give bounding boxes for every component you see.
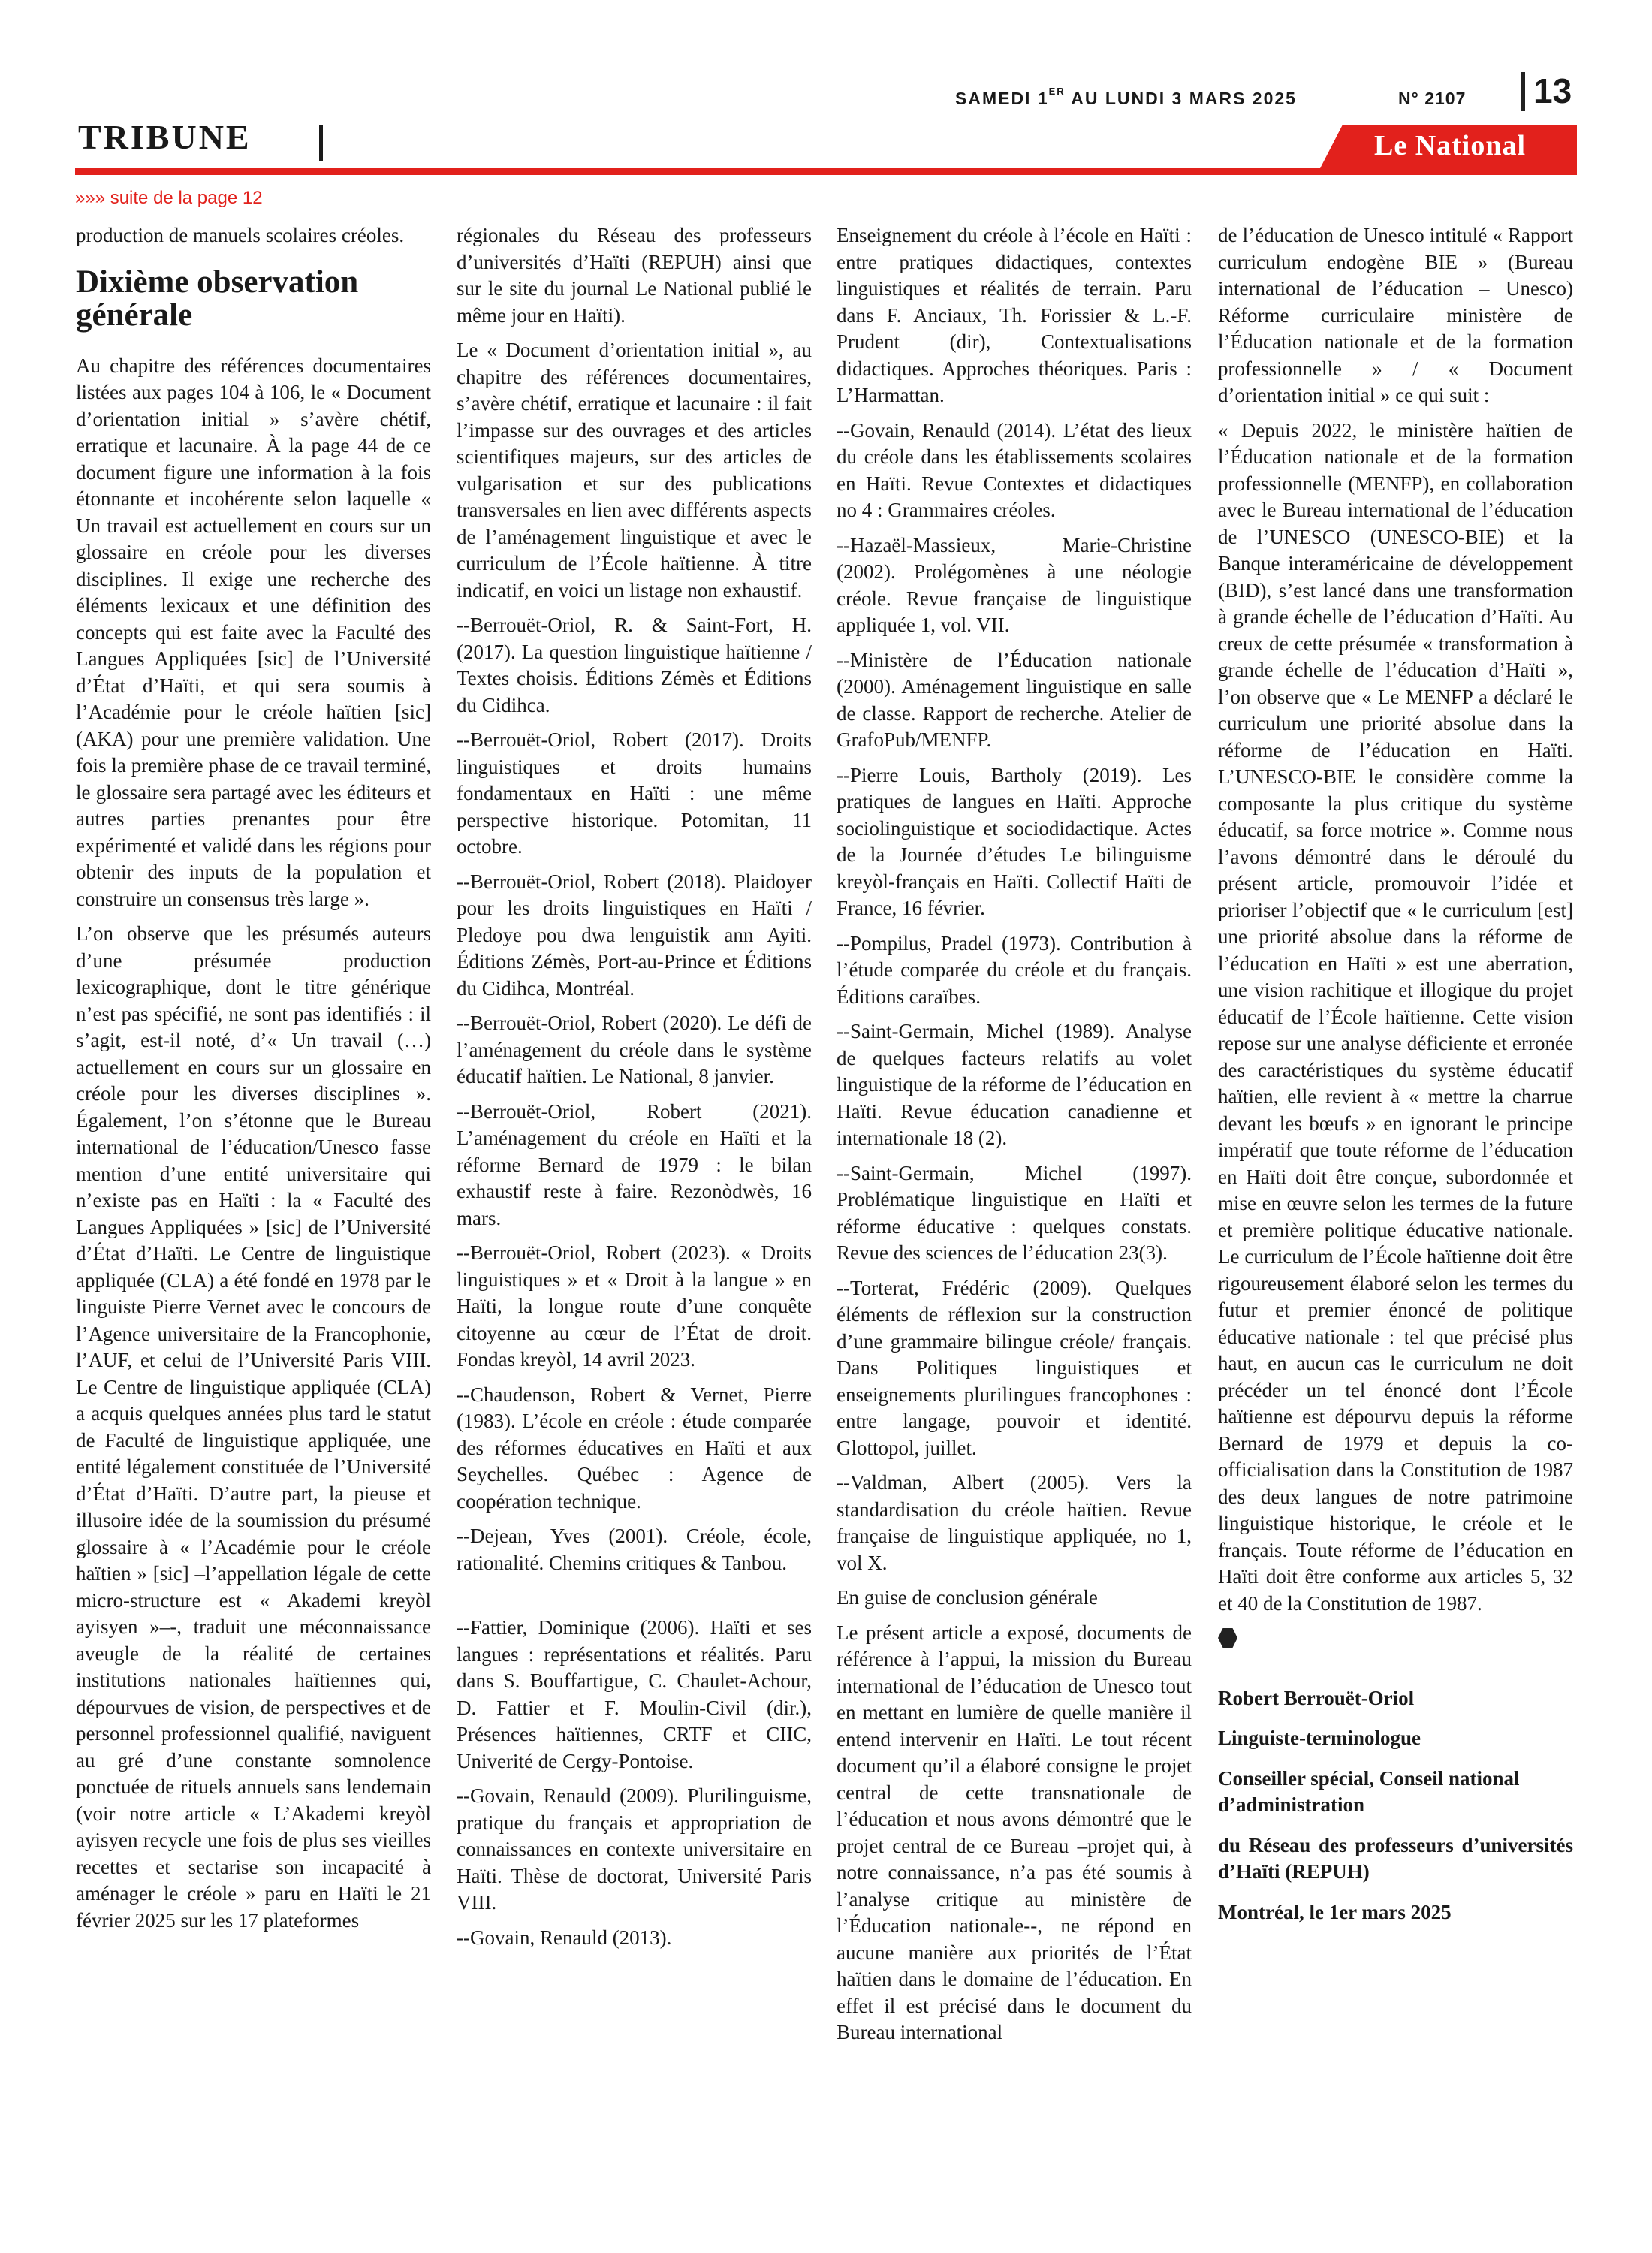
conclusion-subheading: En guise de conclusion générale bbox=[837, 1586, 1098, 1609]
article-column-1 bbox=[76, 222, 431, 1942]
reference-item: --Govain, Renauld (2014). L’état des lieux du créole dans les établissements scolaires en Haïti. Revue Contextes et didactiques no 4 : Grammaires créoles. bbox=[837, 418, 1192, 521]
reference-item: --Saint-Germain, Michel (1997). Problématique linguistique en Haïti et réforme éducative : quelques constats. Revue des sciences de l’éducation 23(3). bbox=[837, 1161, 1192, 1264]
issue-number: N° 2107 bbox=[1398, 89, 1467, 108]
reference-item: --Govain, Renauld (2009). Plurilinguisme, pratique du français et appropriation de connaissances en contexte universitaire en Haïti. Thèse de doctorat, Université Paris VIII. bbox=[457, 1784, 812, 1914]
reference-item: --Torterat, Frédéric (2009). Quelques éléments de réflexion sur la construction d’une grammaire bilingue créole/ français. Dans Politiques linguistiques et enseignements plurilingues francophones : entre langage, pouvoir et identité. Glottopol, juillet. bbox=[837, 1276, 1192, 1459]
article-column-2 bbox=[457, 222, 812, 1959]
section-label: TRIBUNE bbox=[78, 118, 252, 156]
reference-item: --Ministère de l’Éducation nationale (2000). Aménagement linguistique en salle de classe. Rapport de recherche. Atelier de GrafoPub/MENFP. bbox=[837, 648, 1192, 751]
dateline: Montréal, le 1er mars 2025 bbox=[1218, 1900, 1452, 1923]
end-mark-icon bbox=[1218, 1625, 1573, 1655]
reference-item: --Saint-Germain, Michel (1989). Analyse de quelques facteurs relatifs au volet linguistique de la réforme de l’éducation en Haïti. Revue éducation canadienne et internationale 18 (2). bbox=[837, 1020, 1192, 1149]
article-column-4 bbox=[1218, 222, 1573, 1939]
reference-item: --Fattier, Dominique (2006). Haïti et ses langues : représentations et réalités. Paru dans S. Bouffartigue, C. Chaulet-Achour, D. Fattier et F. Moulin-Civil (dir.), Présences haïtiennes, CRTF et CIIC, Univerité de Cergy-Pontoise. bbox=[457, 1616, 812, 1772]
reference-item: --Berrouët-Oriol, Robert (2017). Droits linguistiques et droits humains fondamentaux en Haïti : une même perspective historique. Potomitan, 11 octobre. bbox=[457, 728, 812, 858]
reference-item: --Berrouët-Oriol, Robert (2021). L’aménagement du créole en Haïti et la réforme Bernard de 1979 : le bilan exhaustif reste à faire. Rezonòdwès, 16 mars. bbox=[457, 1099, 812, 1229]
article-column-3 bbox=[837, 222, 1192, 2055]
reference-item: --Berrouët-Oriol, Robert (2023). « Droits linguistiques » et « Droit à la langue » en Haïti, la longue route d’une conquête citoyenne au cœur de l’État de droit. Fondas kreyòl, 14 avril 2023. bbox=[457, 1241, 812, 1371]
newspaper-name: Le National bbox=[1374, 130, 1527, 161]
section-heading: Dixième observation générale bbox=[76, 264, 359, 333]
reference-item: --Berrouët-Oriol, R. & Saint-Fort, H. (2017). La question linguistique haïtienne / Textes choisis. Éditions Zémès et Éditions du Cidihca. bbox=[457, 614, 812, 716]
reference-item: --Pierre Louis, Bartholy (2019). Les pratiques de langues en Haïti. Approche sociolinguistique et sociodidactique. Actes de la Journée d’études Le bilinguisme kreyòl-français en Haïti. Collectif Haïti de France, 16 février. bbox=[837, 763, 1192, 919]
reference-item: --Chaudenson, Robert & Vernet, Pierre (1983). L’école en créole : étude comparée des réformes éducatives en Haïti et aux Seychelles. Québec : Agence de coopération technique. bbox=[457, 1383, 812, 1513]
paragraph: « Depuis 2022, le ministère haïtien de l’Éducation nationale et de la formation professionnelle (MENFP), en collaboration avec le Bureau international de l’éducation de l’UNESCO (UNESCO-BIE) et la Banque interaméricaine de développement (BID), s’est lancé dans une transformation à grande échelle de l’éducation d’Haïti. Au creux de cette présumée « transformation à grande échelle de l’éducation d’Haïti », l’on observe que « Le MENFP a déclaré le curriculum une priorité absolue dans la réforme de l’éducation en Haïti. L’UNESCO-BIE le considère comme la composante la plus critique du système éducatif, sa force motrice ». Comme nous l’avons démontré dans le déroulé du présent article, promouvoir l’idée et prioriser l’objectif que « le curriculum [est] une priorité absolue dans la réforme de l’éducation en Haïti » est une aberration, une vision rachitique et illogique du projet éducatif de l’École haïtienne. Cette vision repose sur une analyse déficiente et erronée des caractéristiques du système éducatif haïtien, elle revient à « mettre la charrue devant les bœufs » en ignorant le principe impératif que toute réforme de l’éducation en Haïti doit être conçue, subordonnée et mise en œuvre selon les termes de la future et première politique éducative nationale. Le curriculum de l’École haïtienne doit être rigoureusement élaboré selon les termes du futur et premier énoncé de politique éducative nationale : tel que précisé plus haut, en aucun cas le curriculum ne doit précéder un tel énoncé dont l’École haïtienne est dépourvu depuis la réforme Bernard de 1979 et depuis la co-officialisation dans la Constitution de 1987 des deux langues de notre patrimoine linguistique historique, le créole et le français. Toute réforme de l’éducation en Haïti doit être conforme aux articles 5, 32 et 40 de la Constitution de 1987. bbox=[1218, 418, 1573, 1615]
paragraph: production de manuels scolaires créoles. bbox=[76, 224, 405, 246]
continued-from-link[interactable]: »»» suite de la page 12 bbox=[75, 188, 263, 208]
paragraph: Au chapitre des références documentaires listées aux pages 104 à 106, le « Document d’orientation initial » s’avère chétif, erratique et lacunaire. À la page 44 de ce document figure une information à la fois étonnante et incohérente selon laquelle « Un travail est actuellement en cours sur un glossaire en créole pour les diverses disciplines. Il exige une recherche des éléments lexicaux et une définition des concepts qui est faite avec la Faculté des Langues Appliquées [sic] de l’Université d’État d’Haïti, et qui sera soumis à l’Académie pour le créole haïtien [sic] (AKA) pour une première validation. Une fois la première phase de ce travail terminé, le glossaire sera partagé avec les éditeurs et autres parties prenantes pour être expérimenté et validé dans les régions pour obtenir des inputs de la population et construire un consensus très large ». bbox=[76, 354, 431, 910]
reference-item: --Dejean, Yves (2001). Créole, école, rationalité. Chemins critiques & Tanbou. bbox=[457, 1525, 812, 1574]
paragraph: Le « Document d’orientation initial », au chapitre des références documentaires, s’avère chétif, erratique et lacunaire : il fait l’impasse sur des ouvrages et des articles scientifiques majeurs, sur des articles de vulgarisation et sur des publications transversales en lien avec différents aspects de l’aménagement linguistique et avec le curriculum de l’École haïtienne. À titre indicatif, en voici un listage non exhaustif. bbox=[457, 339, 812, 602]
reference-item: --Berrouët-Oriol, Robert (2020). Le défi de l’aménagement du créole dans le système éducatif haïtien. Le National, 8 janvier. bbox=[457, 1012, 812, 1087]
paragraph: L’on observe que les présumés auteurs d’une présumée production lexicographique, dont le titre générique n’est pas spécifié, ne sont pas identifiés : il s’agit, est-il noté, d’« Un travail (…) actuellement en cours sur un glossaire en créole pour les diverses disciplines ». Également, l’on s’étonne que le Bureau international de l’éducation/Unesco fasse mention d’une entité universitaire qui n’existe pas en Haïti : la « Faculté des Langues Appliquées » [sic] de l’Université d’État d’Haïti. Le Centre de linguistique appliquée (CLA) a été fondé en 1978 par le linguiste Pierre Vernet avec le concours de l’Agence universitaire de la Francophonie, l’AUF, et celui de l’Université Paris VIII. Le Centre de linguistique appliquée (CLA) a acquis quelques années plus tard le statut de Faculté de linguistique appliquée, une entité légalement constituée de l’Université d’État d’Haïti. D’autre part, la pieuse et illusoire idée de la soumission du présumé glossaire à « l’Académie pour le créole haïtien » [sic] –l’appellation légale de cette micro-structure est « Akademi kreyòl ayisyen »–-, traduit une méconnaissance aveugle de la réalité de certaines institutions nationales haïtiennes qui, dépourvues de vision, de perspectives et de personnel professionnel qualifié, naviguent au gré d’une constante somnolence ponctuée de rituels annuels sans lendemain (voir notre article « L’Akademi kreyòl ayisyen recycle une fois de plus ses vieilles recettes et sectarise son incapacité à aménager le créole » paru en Haïti le 21 février 2025 sur les 17 plateformes bbox=[76, 922, 431, 1932]
reference-item: --Govain, Renauld (2013). bbox=[457, 1926, 672, 1949]
page-number: 13 bbox=[1533, 71, 1572, 110]
reference-item: Enseignement du créole à l’école en Haïti : entre pratiques didactiques, contextes linguistiques et réalités de terrain. Paru dans F. Anciaux, Th. Forissier & L.-F. Prudent (dir), Contextualisations didactiques. Approches théoriques. Paris : L’Harmattan. bbox=[837, 224, 1192, 406]
section-divider bbox=[319, 125, 323, 161]
paragraph: Le présent article a exposé, documents de référence à l’appui, la mission du Bureau international de l’éducation de Unesco tout en mettant en lumière de quelle manière il entend intervenir en Haïti. Le tout récent document qu’il a élaboré consigne le projet central de cette transnationale de l’éducation et nous avons démontré que le projet central de ce Bureau –projet qui, à notre connaissance, n’a pas été soumis à l’analyse critique au ministère de l’Éducation nationale--, ne répond en aucune manière aux priorités de l’État haïtien dans le domaine de l’éducation. En effet il est précisé dans le document du Bureau international bbox=[837, 1621, 1192, 2043]
paragraph: régionales du Réseau des professeurs d’universités d’Haïti (REPUH) ainsi que sur le site du journal Le National publié le même jour en Haïti). bbox=[457, 224, 812, 327]
reference-item: --Berrouët-Oriol, Robert (2018). Plaidoyer pour les droits linguistiques en Haïti / Pledoye pou dwa lenguistik ann Ayiti. Éditions Zémès, Port-au-Prince et Éditions du Cidihca, Montréal. bbox=[457, 870, 812, 1000]
paragraph: de l’éducation de Unesco intitulé « Rapport curriculum endogène BIE » (Bureau international de l’éducation – Unesco) Réforme curriculaire ministère de l’Éducation nationale et de la formation professionnelle » / « Document d’orientation initial » ce qui suit : bbox=[1218, 224, 1573, 406]
spacer bbox=[457, 1585, 812, 1615]
reference-item: --Pompilus, Pradel (1973). Contribution à l’étude comparée du créole et du français. Éditions caraïbes. bbox=[837, 931, 1192, 1008]
issue-date: SAMEDI 1ER AU LUNDI 3 MARS 2025 bbox=[955, 86, 1297, 108]
page-number-divider bbox=[1521, 72, 1525, 111]
author-organization: du Réseau des professeurs d’universités d’Haïti (REPUH) bbox=[1218, 1833, 1573, 1883]
author-title: Linguiste-terminologue bbox=[1218, 1727, 1421, 1749]
spacer bbox=[1218, 1655, 1573, 1685]
reference-item: --Valdman, Albert (2005). Vers la standardisation du créole haïtien. Revue française de linguistique appliquée, no 1, vol X. bbox=[837, 1471, 1192, 1574]
reference-item: --Hazaël-Massieux, Marie-Christine (2002). Prolégomènes à une néologie créole. Revue française de linguistique appliquée 1, vol. VII. bbox=[837, 533, 1192, 636]
author-role: Conseiller spécial, Conseil national d’administration bbox=[1218, 1766, 1520, 1816]
author-name: Robert Berrouët-Oriol bbox=[1218, 1686, 1415, 1709]
